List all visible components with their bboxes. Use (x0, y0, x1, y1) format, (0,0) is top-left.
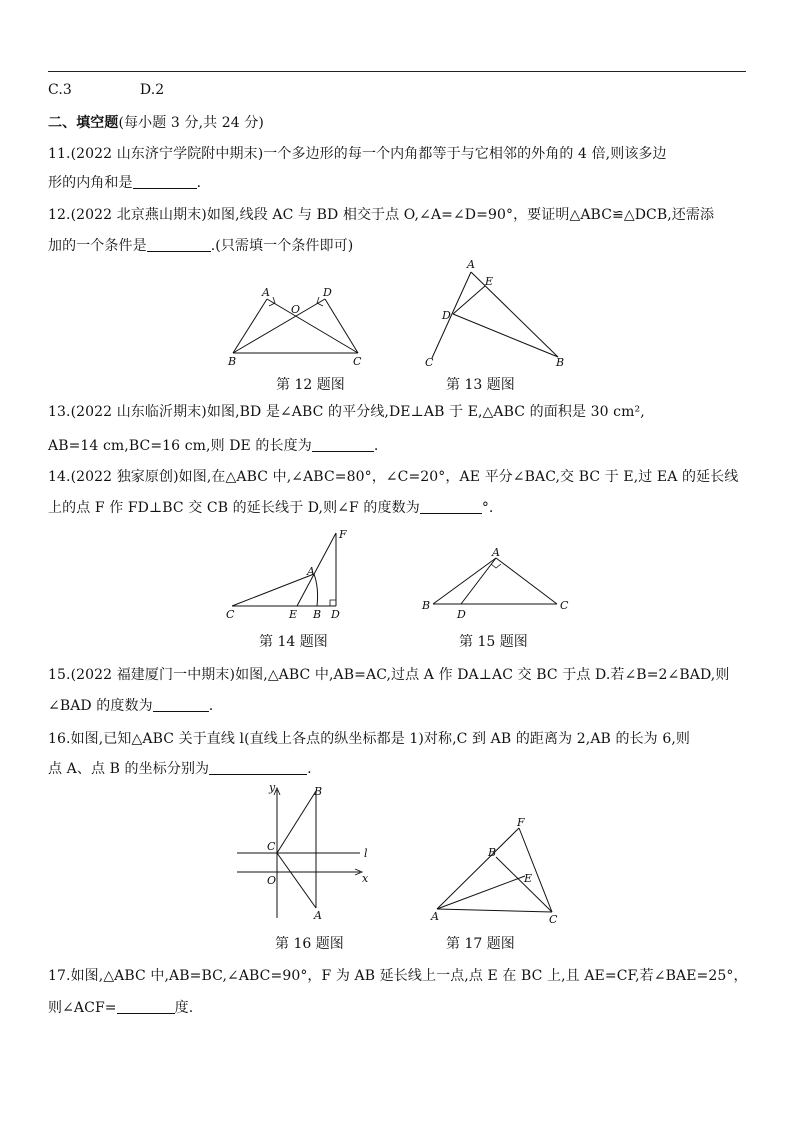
section-note: (每小题 3 分,共 24 分) (118, 115, 264, 131)
f14-point-d: D (331, 608, 340, 621)
q16-line2 (48, 759, 312, 779)
f14-point-c: C (226, 608, 235, 621)
q16-text-a: 点 A、点 B 的坐标分别为 (48, 761, 210, 777)
figure-12-caption: 第 12 题图 (276, 377, 345, 393)
figure-14-caption: 第 14 题图 (259, 634, 328, 650)
q13-text-a: AB=14 cm,BC=16 cm,则 DE 的长度为 (48, 438, 312, 454)
q14-text-b: °. (481, 500, 494, 516)
f12-point-d: D (323, 286, 332, 299)
f16-origin-o: O (267, 874, 277, 887)
figure-15-diagram (420, 546, 580, 626)
q15-line1: 15.(2022 福建厦门一中期末)如图,△ABC 中,AB=AC,过点 A 作 DA⊥AC 交 BC 于点 D.若∠B=2∠BAD,则 (48, 667, 730, 683)
figure-12-diagram (225, 282, 375, 372)
q15-text-b: . (208, 698, 214, 714)
f12-point-b: B (228, 355, 237, 368)
q15-answer-blank[interactable] (153, 697, 209, 712)
q13-line2 (48, 436, 378, 456)
figure-16-caption: 第 16 题图 (275, 936, 344, 952)
f17-point-c: C (549, 913, 558, 926)
f15-point-c: C (560, 599, 569, 612)
q12-answer-blank[interactable] (147, 237, 211, 252)
q17-text-a: 则∠ACF= (48, 1000, 117, 1016)
figure-17-caption: 第 17 题图 (446, 936, 515, 952)
q13-text-b: . (373, 438, 379, 454)
q12-line1: 12.(2022 北京燕山期末)如图,线段 AC 与 BD 相交于点 O,∠A=∠D=90°，要证明△ABC≌△DCB,还需添 (48, 207, 715, 223)
q14-text-a: 上的点 F 作 FD⊥BC 交 CB 的延长线于 D,则∠F 的度数为 (48, 500, 420, 516)
q11-line2 (48, 173, 201, 193)
q13-answer-blank[interactable] (312, 437, 374, 452)
f15-point-d: D (457, 608, 466, 621)
q15-text-a: ∠BAD 的度数为 (48, 698, 153, 714)
f17-point-b: B (488, 846, 497, 859)
f16-axis-x: x (362, 872, 369, 885)
option-d: D.2 (139, 82, 165, 98)
q17-text-b: 度. (174, 1000, 194, 1016)
q12-line2 (48, 236, 353, 256)
f13-point-b: B (556, 356, 565, 369)
q14-line2 (48, 498, 493, 518)
q12-text-b: .(只需填一个条件即可) (210, 238, 354, 254)
q16-text-b: . (307, 761, 312, 777)
f14-point-e: E (289, 608, 298, 621)
q14-line1: 14.(2022 独家原创)如图,在△ABC 中,∠ABC=80°，∠C=20°，AE 平分∠BAC,交 BC 于 E,过 EA 的延长线 (48, 469, 739, 485)
figure-17 (428, 816, 568, 954)
f15-point-a: A (492, 546, 500, 559)
figure-15 (420, 546, 580, 654)
option-c: C.3 (48, 82, 72, 98)
q17-line1: 17.如图,△ABC 中,AB=BC,∠ABC=90°，F 为 AB 延长线上一点,点 E 在 BC 上,且 AE=CF,若∠BAE=25°， (48, 968, 748, 984)
f16-axis-y: y (269, 781, 276, 794)
f17-point-f: F (517, 816, 525, 829)
figure-13-caption: 第 13 题图 (446, 377, 515, 393)
q11-answer-blank[interactable] (133, 174, 197, 189)
q16-line1: 16.如图,已知△ABC 关于直线 l(直线上各点的纵坐标都是 1)对称,C 到 AB 的距离为 2,AB 的长为 6,则 (48, 731, 690, 747)
f12-point-c: C (353, 355, 362, 368)
section-title: 二、填空题 (48, 115, 119, 131)
figure-15-caption: 第 15 题图 (459, 634, 528, 650)
f12-point-o: O (291, 303, 301, 316)
f17-point-a: A (431, 910, 439, 923)
f12-point-a: A (262, 286, 270, 299)
f16-point-c: C (267, 840, 276, 853)
section-heading (48, 113, 264, 133)
f14-point-a: A (307, 565, 315, 578)
figure-13-diagram (423, 258, 573, 373)
q11-text-a: 形的内角和是 (48, 175, 133, 191)
f14-point-f: F (339, 528, 347, 541)
f13-point-d: D (442, 309, 451, 322)
top-rule (48, 71, 746, 72)
options-row (48, 80, 164, 100)
f13-point-c: C (425, 356, 434, 369)
q11-line1: 11.(2022 山东济宁学院附中期末)一个多边形的每一个内角都等于与它相邻的外角的 4 倍,则该多边 (48, 146, 667, 162)
q13-line1: 13.(2022 山东临沂期末)如图,BD 是∠ABC 的平分线,DE⊥AB 于 E,△ABC 的面积是 30 cm², (48, 404, 645, 420)
f15-point-b: B (422, 599, 431, 612)
figure-14-diagram (224, 526, 354, 626)
f14-point-b: B (313, 608, 322, 621)
figure-14 (224, 526, 354, 654)
q15-line2 (48, 696, 213, 716)
f17-point-e: E (524, 872, 533, 885)
f16-point-b: B (314, 785, 323, 798)
f13-point-a: A (467, 258, 475, 271)
f16-point-a: A (314, 909, 322, 922)
figure-17-diagram (428, 816, 568, 931)
q12-text-a: 加的一个条件是 (48, 238, 147, 254)
q14-answer-blank[interactable] (420, 499, 482, 514)
q17-line2 (48, 998, 193, 1018)
q16-answer-blank[interactable] (209, 760, 307, 775)
figure-12 (225, 282, 375, 392)
f13-point-e: E (485, 275, 494, 288)
q17-answer-blank[interactable] (117, 999, 175, 1014)
figure-16-diagram (232, 781, 382, 929)
q11-text-b: . (196, 175, 202, 191)
figure-13 (423, 258, 573, 392)
figure-16 (232, 781, 382, 954)
f16-line-l: l (364, 847, 368, 860)
